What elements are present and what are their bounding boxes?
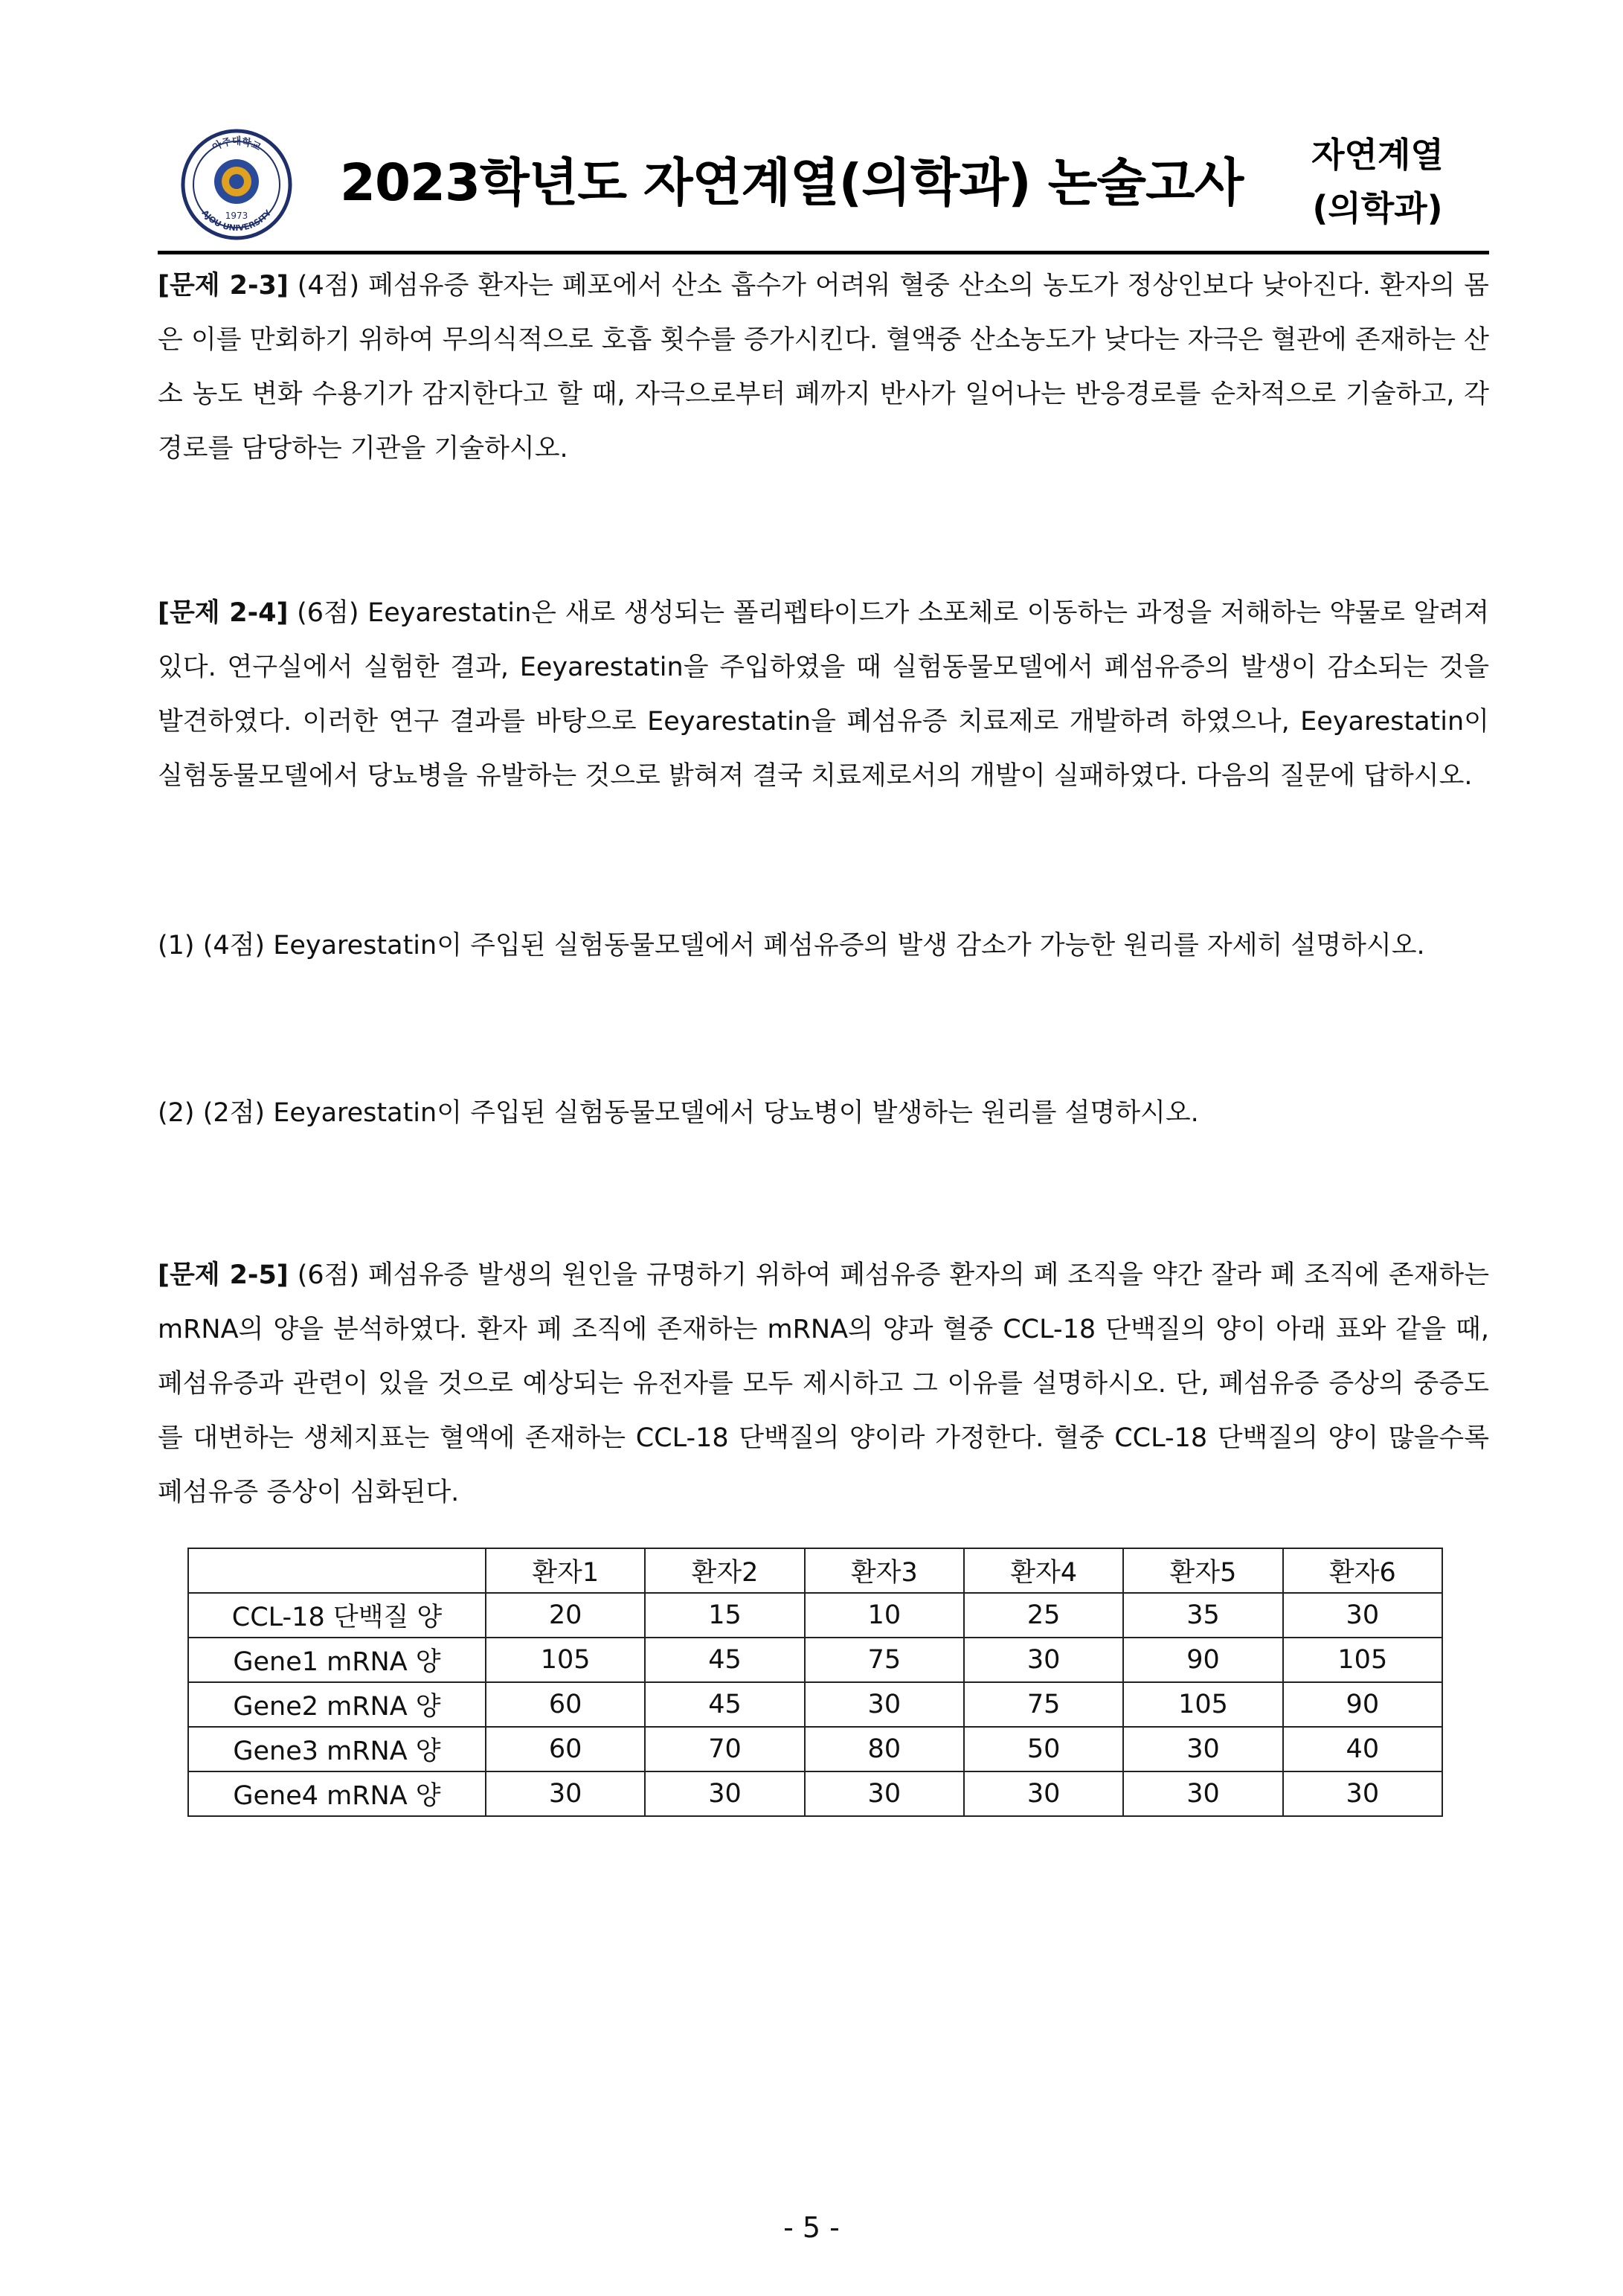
table-header-cell bbox=[188, 1548, 486, 1593]
question-2-3-text: (4점) 폐섬유증 환자는 폐포에서 산소 흡수가 어려워 혈중 산소의 농도가 정상인보다 낮아진다. 환자의 몸은 이를 만회하기 위하여 무의식적으로 호흡 횟수를 증가시킨다. 혈액중 산소농도가 낮다는 자극은 혈관에 존재하는 산소 농도 변화 수용기가 감지한다고 할 때, 자극으로부터 폐까지 반사가 일어나는 반응경로를 순차적으로 기술하고, 각 경로를 담당하는 기관을 기술하시오. bbox=[158, 271, 1489, 464]
question-2-4-sub1 bbox=[158, 919, 1489, 973]
table-cell: 90 bbox=[1123, 1638, 1282, 1682]
table-cell: 30 bbox=[1283, 1771, 1442, 1816]
table-cell: 30 bbox=[1123, 1771, 1282, 1816]
table-cell: 105 bbox=[486, 1638, 645, 1682]
question-2-5 bbox=[158, 1248, 1489, 1520]
question-2-3-label: [문제 2-3] bbox=[158, 271, 289, 301]
table-header-cell: 환자4 bbox=[964, 1548, 1123, 1593]
page-header bbox=[158, 119, 1489, 253]
table-cell: 10 bbox=[805, 1593, 964, 1638]
table-cell: 90 bbox=[1283, 1682, 1442, 1727]
question-2-5-label: [문제 2-5] bbox=[158, 1260, 289, 1290]
question-2-4-sub2-text: (2) (2점) Eeyarestatin이 주입된 실험동물모델에서 당뇨병이 발생하는 원리를 설명하시오. bbox=[158, 1098, 1199, 1128]
table-row bbox=[188, 1727, 1442, 1771]
table-row bbox=[188, 1593, 1442, 1638]
table-cell: 30 bbox=[805, 1682, 964, 1727]
table-cell: 45 bbox=[645, 1638, 804, 1682]
table-cell: 105 bbox=[1123, 1682, 1282, 1727]
question-2-4 bbox=[158, 586, 1489, 804]
table-cell: 30 bbox=[486, 1771, 645, 1816]
table-header-cell: 환자6 bbox=[1283, 1548, 1442, 1593]
table-cell: 15 bbox=[645, 1593, 804, 1638]
category-label-line2: (의학과) bbox=[1312, 188, 1443, 228]
category-label bbox=[1288, 128, 1467, 235]
table-cell: 40 bbox=[1283, 1727, 1442, 1771]
question-2-4-sub2 bbox=[158, 1086, 1489, 1141]
data-table bbox=[187, 1548, 1443, 1817]
question-2-4-sub1-text: (1) (4점) Eeyarestatin이 주입된 실험동물모델에서 폐섬유증의 발생 감소가 가능한 원리를 자세히 설명하시오. bbox=[158, 931, 1425, 961]
table-cell: 30 bbox=[1283, 1593, 1442, 1638]
logo-year: 1973 bbox=[225, 211, 248, 221]
table-cell: 30 bbox=[805, 1771, 964, 1816]
table-cell: 30 bbox=[1123, 1727, 1282, 1771]
logo-top-text: 아주대학교 bbox=[210, 136, 263, 154]
table-header-cell: 환자5 bbox=[1123, 1548, 1282, 1593]
table-row-label: Gene1 mRNA 양 bbox=[188, 1638, 486, 1682]
table-row-label: Gene3 mRNA 양 bbox=[188, 1727, 486, 1771]
table-row-label: Gene4 mRNA 양 bbox=[188, 1771, 486, 1816]
category-label-line1: 자연계열 bbox=[1311, 135, 1444, 175]
table-cell: 20 bbox=[486, 1593, 645, 1638]
question-2-5-text: (6점) 폐섬유증 발생의 원인을 규명하기 위하여 폐섬유증 환자의 폐 조직을 약간 잘라 폐 조직에 존재하는 mRNA의 양을 분석하였다. 환자 폐 조직에 존재하는 mRNA의 양과 혈중 CCL-18 단백질의 양이 아래 표와 같을 때, 폐섬유증과 관련이 있을 것으로 예상되는 유전자를 모두 제시하고 그 이유를 설명하시오. 단, 폐섬유증 증상의 중증도를 대변하는 생체지표는 혈액에 존재하는 CCL-18 단백질의 양이라 가정한다. 혈중 CCL-18 단백질의 양이 많을수록 폐섬유증 증상이 심화된다. bbox=[158, 1260, 1489, 1507]
table-cell: 50 bbox=[964, 1727, 1123, 1771]
table-cell: 25 bbox=[964, 1593, 1123, 1638]
table-row-label: CCL-18 단백질 양 bbox=[188, 1593, 486, 1638]
page-number: - 5 - bbox=[783, 2211, 840, 2244]
question-2-3 bbox=[158, 259, 1489, 476]
table-cell: 35 bbox=[1123, 1593, 1282, 1638]
table-header-cell: 환자2 bbox=[645, 1548, 804, 1593]
table-row bbox=[188, 1682, 1442, 1727]
table-cell: 30 bbox=[645, 1771, 804, 1816]
table-cell: 75 bbox=[805, 1638, 964, 1682]
table-cell: 30 bbox=[964, 1638, 1123, 1682]
header-divider bbox=[158, 251, 1489, 254]
table-cell: 60 bbox=[486, 1727, 645, 1771]
table-row bbox=[188, 1638, 1442, 1682]
table-cell: 70 bbox=[645, 1727, 804, 1771]
table-header-row bbox=[188, 1548, 1442, 1593]
table-row-label: Gene2 mRNA 양 bbox=[188, 1682, 486, 1727]
table-cell: 105 bbox=[1283, 1638, 1442, 1682]
table-header-cell: 환자3 bbox=[805, 1548, 964, 1593]
table-cell: 75 bbox=[964, 1682, 1123, 1727]
page-title: 2023학년도 자연계열(의학과) 논술고사 bbox=[340, 153, 1244, 213]
university-logo bbox=[180, 128, 293, 241]
question-2-4-text: (6점) Eeyarestatin은 새로 생성되는 폴리펩타이드가 소포체로 이동하는 과정을 저해하는 약물로 알려져 있다. 연구실에서 실험한 결과, Eeyarestatin을 주입하였을 때 실험동물모델에서 폐섬유증의 발생이 감소되는 것을 발견하였다. 이러한 연구 결과를 바탕으로 Eeyarestatin을 폐섬유증 치료제로 개발하려 하였으나, Eeyarestatin이 실험동물모델에서 당뇨병을 유발하는 것으로 밝혀져 결국 치료제로서의 개발이 실패하였다. 다음의 질문에 답하시오. bbox=[158, 598, 1490, 791]
table-cell: 30 bbox=[964, 1771, 1123, 1816]
question-2-4-label: [문제 2-4] bbox=[158, 598, 289, 628]
table-row bbox=[188, 1771, 1442, 1816]
table-cell: 60 bbox=[486, 1682, 645, 1727]
table-cell: 80 bbox=[805, 1727, 964, 1771]
table-cell: 45 bbox=[645, 1682, 804, 1727]
table-header-cell: 환자1 bbox=[486, 1548, 645, 1593]
logo-bottom-text: AJOU UNIVERSITY bbox=[199, 208, 274, 234]
